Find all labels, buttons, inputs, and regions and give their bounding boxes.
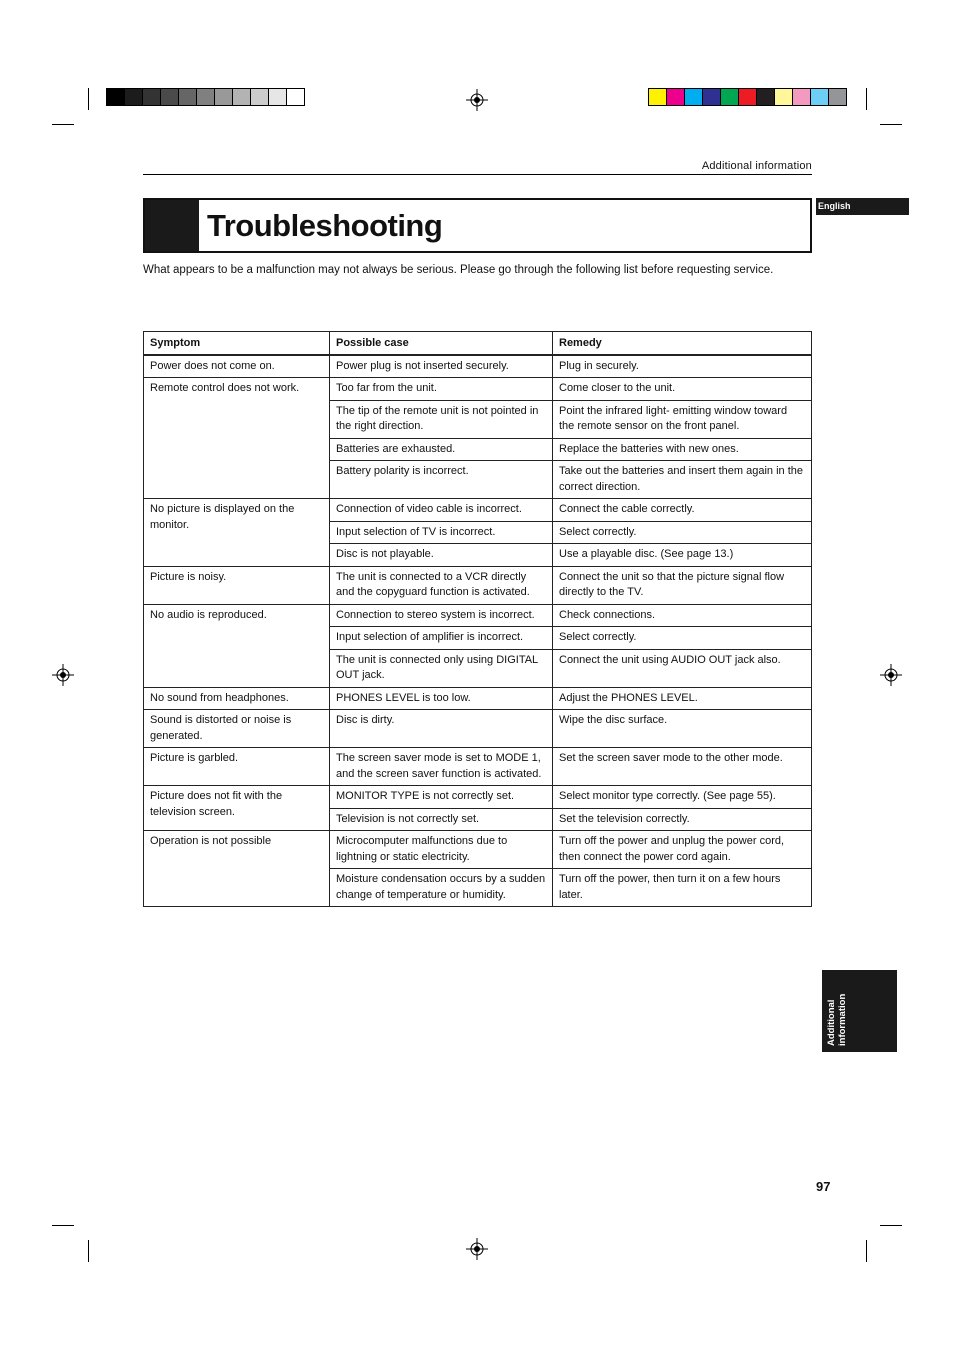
registration-mark-icon [466, 89, 488, 111]
remedy-cell: Connect the unit so that the picture signal flow directly to the TV. [553, 566, 812, 604]
remedy-cell: Turn off the power and unplug the power cord, then connect the power cord again. [553, 831, 812, 869]
column-header-remedy: Remedy [553, 332, 812, 355]
color-calibration-bar [648, 88, 847, 106]
table-row [144, 378, 812, 401]
table-row [144, 604, 812, 627]
color-swatch [775, 89, 793, 105]
column-header-possible-case: Possible case [330, 332, 553, 355]
color-swatch [649, 89, 667, 105]
side-tab-line: Additional [826, 999, 837, 1046]
possible-case-cell: The screen saver mode is set to MODE 1, and the screen saver function is activated. [330, 748, 553, 786]
crop-mark [52, 1225, 74, 1226]
remedy-cell: Plug in securely. [553, 355, 812, 378]
troubleshooting-table [143, 331, 812, 907]
color-swatch [685, 89, 703, 105]
page-title: Troubleshooting [207, 208, 443, 243]
possible-case-cell: Too far from the unit. [330, 378, 553, 401]
possible-case-cell: Input selection of amplifier is incorrect. [330, 627, 553, 650]
possible-case-cell: Disc is not playable. [330, 544, 553, 567]
gray-swatch [107, 89, 125, 105]
possible-case-cell: PHONES LEVEL is too low. [330, 687, 553, 710]
remedy-cell: Set the television correctly. [553, 808, 812, 831]
possible-case-cell: Moisture condensation occurs by a sudden change of temperature or humidity. [330, 869, 553, 907]
side-tab-line: information [837, 993, 848, 1046]
gray-swatch [197, 89, 215, 105]
symptom-cell: No audio is reproduced. [144, 604, 330, 687]
remedy-cell: Use a playable disc. (See page 13.) [553, 544, 812, 567]
crop-mark [88, 1240, 89, 1262]
remedy-cell: Replace the batteries with new ones. [553, 438, 812, 461]
color-swatch [739, 89, 757, 105]
remedy-cell: Turn off the power, then turn it on a few hours later. [553, 869, 812, 907]
remedy-cell: Come closer to the unit. [553, 378, 812, 401]
crop-mark [88, 88, 89, 110]
gray-swatch [143, 89, 161, 105]
crop-mark [52, 124, 74, 125]
table-row [144, 831, 812, 869]
registration-mark-icon [466, 1238, 488, 1260]
possible-case-cell: Battery polarity is incorrect. [330, 461, 553, 499]
color-swatch [811, 89, 829, 105]
possible-case-cell: MONITOR TYPE is not correctly set. [330, 786, 553, 809]
symptom-cell: Picture does not fit with the television screen. [144, 786, 330, 831]
color-swatch [703, 89, 721, 105]
column-header-symptom: Symptom [144, 332, 330, 355]
symptom-cell: Power does not come on. [144, 355, 330, 378]
color-swatch [757, 89, 775, 105]
crop-mark [866, 1240, 867, 1262]
gray-swatch [233, 89, 251, 105]
remedy-cell: Select correctly. [553, 521, 812, 544]
table-row [144, 355, 812, 378]
color-swatch [667, 89, 685, 105]
header-divider [143, 174, 812, 175]
symptom-cell: Operation is not possible [144, 831, 330, 907]
possible-case-cell: Power plug is not inserted securely. [330, 355, 553, 378]
possible-case-cell: Input selection of TV is incorrect. [330, 521, 553, 544]
table-header-row [144, 332, 812, 355]
remedy-cell: Set the screen saver mode to the other mode. [553, 748, 812, 786]
table-row [144, 566, 812, 604]
remedy-cell: Check connections. [553, 604, 812, 627]
possible-case-cell: Microcomputer malfunctions due to lightning or static electricity. [330, 831, 553, 869]
remedy-cell: Point the infrared light- emitting window toward the remote sensor on the front panel. [553, 400, 812, 438]
possible-case-cell: Television is not correctly set. [330, 808, 553, 831]
registration-mark-icon [880, 664, 902, 686]
gray-swatch [125, 89, 143, 105]
registration-mark-icon [52, 664, 74, 686]
intro-paragraph: What appears to be a malfunction may not always be serious. Please go through the following list before requesting service. [143, 264, 774, 276]
gray-swatch [179, 89, 197, 105]
possible-case-cell: Connection of video cable is incorrect. [330, 499, 553, 522]
gray-swatch [215, 89, 233, 105]
symptom-cell: No picture is displayed on the monitor. [144, 499, 330, 567]
possible-case-cell: Batteries are exhausted. [330, 438, 553, 461]
table-row [144, 786, 812, 809]
color-swatch [793, 89, 811, 105]
remedy-cell: Adjust the PHONES LEVEL. [553, 687, 812, 710]
title-block-decoration [145, 200, 199, 251]
crop-mark [866, 88, 867, 110]
grayscale-calibration-bar [106, 88, 305, 106]
language-tab: English [816, 198, 909, 215]
color-swatch [721, 89, 739, 105]
remedy-cell: Select monitor type correctly. (See page 55). [553, 786, 812, 809]
side-tab-label [826, 994, 848, 1046]
symptom-cell: Remote control does not work. [144, 378, 330, 499]
possible-case-cell: The unit is connected to a VCR directly and the copyguard function is activated. [330, 566, 553, 604]
remedy-cell: Take out the batteries and insert them again in the correct direction. [553, 461, 812, 499]
remedy-cell: Select correctly. [553, 627, 812, 650]
gray-swatch [161, 89, 179, 105]
page-number: 97 [816, 1179, 831, 1194]
remedy-cell: Connect the unit using AUDIO OUT jack also. [553, 649, 812, 687]
section-side-tab [822, 970, 897, 1052]
possible-case-cell: Connection to stereo system is incorrect. [330, 604, 553, 627]
remedy-cell: Wipe the disc surface. [553, 710, 812, 748]
table-row [144, 748, 812, 786]
title-box [143, 198, 812, 253]
possible-case-cell: The unit is connected only using DIGITAL OUT jack. [330, 649, 553, 687]
table-row [144, 499, 812, 522]
table-row [144, 687, 812, 710]
gray-swatch [269, 89, 287, 105]
symptom-cell: Picture is garbled. [144, 748, 330, 786]
remedy-cell: Connect the cable correctly. [553, 499, 812, 522]
table-row [144, 710, 812, 748]
symptom-cell: No sound from headphones. [144, 687, 330, 710]
possible-case-cell: Disc is dirty. [330, 710, 553, 748]
crop-mark [880, 1225, 902, 1226]
section-label: Additional information [701, 160, 812, 172]
symptom-cell: Picture is noisy. [144, 566, 330, 604]
crop-mark [880, 124, 902, 125]
gray-swatch [287, 89, 304, 105]
symptom-cell: Sound is distorted or noise is generated. [144, 710, 330, 748]
color-swatch [829, 89, 846, 105]
possible-case-cell: The tip of the remote unit is not pointed in the right direction. [330, 400, 553, 438]
gray-swatch [251, 89, 269, 105]
